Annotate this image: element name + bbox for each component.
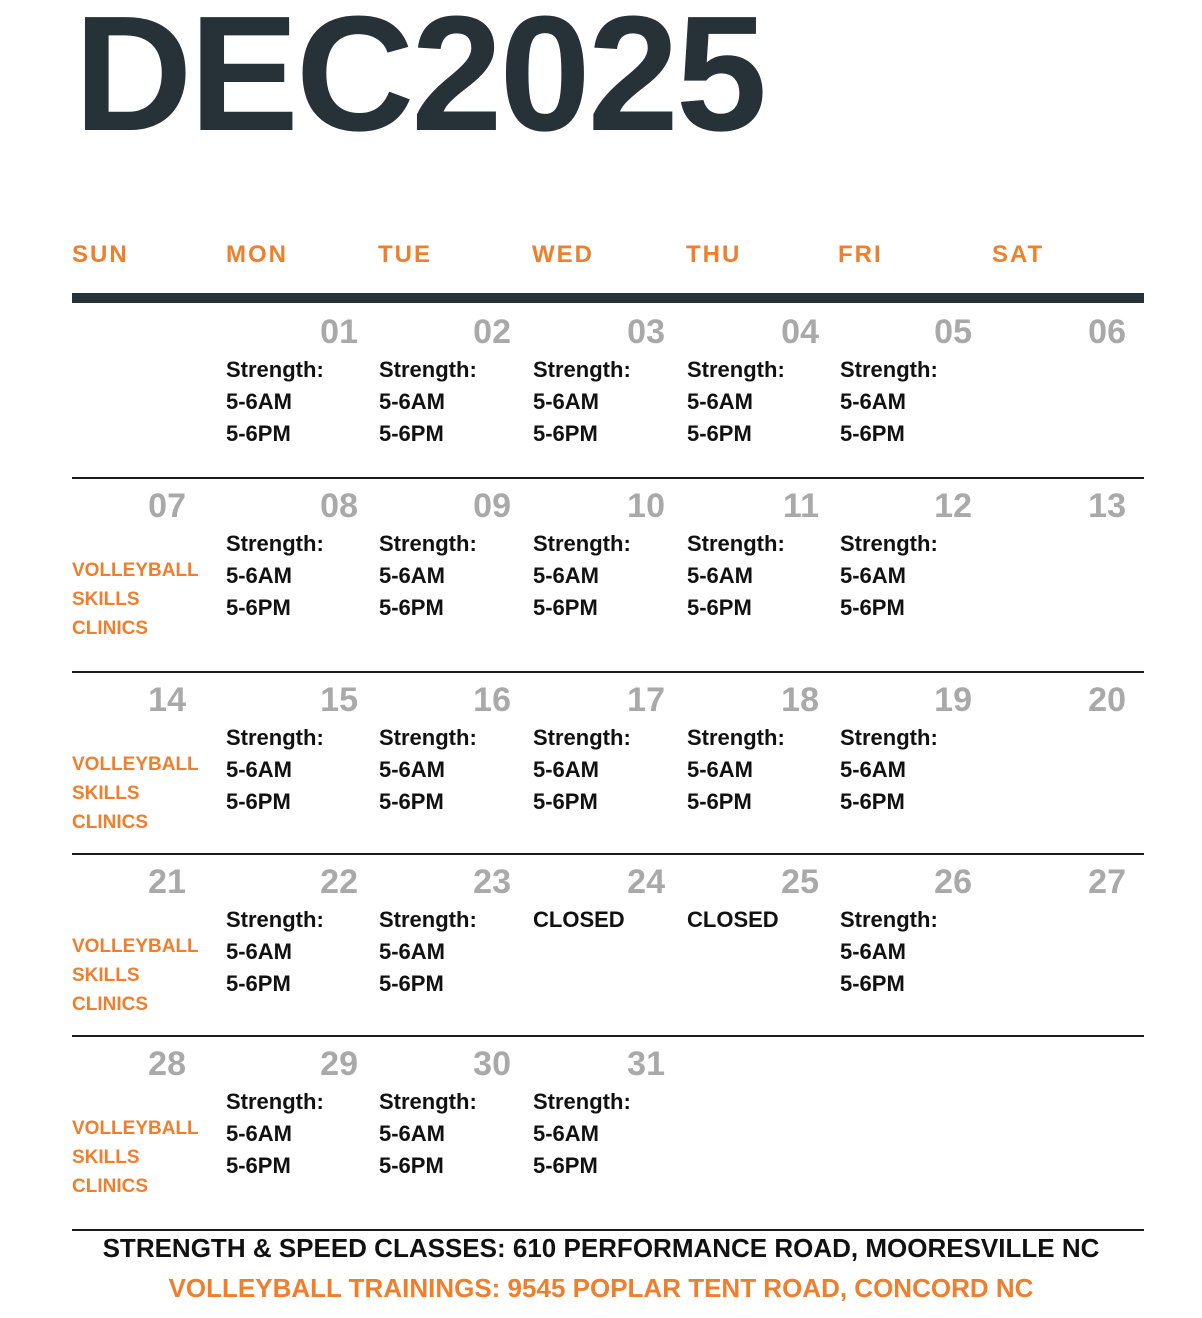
schedule-line: 5-6AM bbox=[687, 389, 754, 414]
schedule-line: 5-6AM bbox=[533, 757, 600, 782]
day-number: 21 bbox=[148, 863, 186, 901]
day-schedule bbox=[379, 528, 539, 624]
day-number: 24 bbox=[627, 863, 665, 901]
schedule-line: 5-6AM bbox=[226, 1121, 293, 1146]
day-schedule bbox=[840, 528, 1000, 624]
schedule-line: 5-6PM bbox=[226, 971, 291, 996]
sunday-clinic-note bbox=[72, 932, 222, 1019]
weekday-label: WED bbox=[532, 241, 594, 268]
day-schedule bbox=[226, 528, 386, 624]
schedule-line: 5-6AM bbox=[379, 1121, 446, 1146]
schedule-line: 5-6PM bbox=[687, 789, 752, 814]
schedule-line: Strength: bbox=[379, 357, 477, 382]
day-number: 04 bbox=[781, 313, 819, 351]
schedule-line: 5-6AM bbox=[379, 563, 446, 588]
day-schedule bbox=[687, 528, 847, 624]
day-schedule bbox=[226, 354, 386, 450]
sunday-clinic-note bbox=[72, 750, 222, 837]
day-number: 03 bbox=[627, 313, 665, 351]
day-schedule bbox=[687, 904, 847, 936]
schedule-line: 5-6AM bbox=[840, 389, 907, 414]
day-number: 06 bbox=[1088, 313, 1126, 351]
weekday-label: TUE bbox=[378, 241, 432, 268]
weekday-label: FRI bbox=[838, 241, 883, 268]
day-number: 16 bbox=[473, 681, 511, 719]
clinic-note-line: VOLLEYBALL bbox=[72, 560, 199, 581]
schedule-line: 5-6AM bbox=[226, 563, 293, 588]
schedule-line: Strength: bbox=[226, 725, 324, 750]
schedule-line: Strength: bbox=[687, 531, 785, 556]
schedule-line: Strength: bbox=[226, 357, 324, 382]
day-number: 27 bbox=[1088, 863, 1126, 901]
day-number: 11 bbox=[783, 487, 819, 525]
day-schedule bbox=[379, 904, 539, 1000]
day-schedule bbox=[226, 1086, 386, 1182]
clinic-note-line: VOLLEYBALL bbox=[72, 936, 199, 957]
schedule-line: 5-6PM bbox=[533, 1153, 598, 1178]
schedule-line: Strength: bbox=[226, 531, 324, 556]
day-number: 29 bbox=[320, 1045, 358, 1083]
day-number: 02 bbox=[473, 313, 511, 351]
schedule-line: Strength: bbox=[533, 1089, 631, 1114]
schedule-line: Strength: bbox=[533, 357, 631, 382]
schedule-line: 5-6PM bbox=[533, 421, 598, 446]
day-schedule bbox=[533, 354, 693, 450]
schedule-line: Strength: bbox=[687, 725, 785, 750]
schedule-line: Strength: bbox=[840, 531, 938, 556]
closed-label: CLOSED bbox=[533, 907, 625, 932]
day-schedule bbox=[687, 354, 847, 450]
day-number: 19 bbox=[934, 681, 972, 719]
schedule-line: 5-6PM bbox=[840, 595, 905, 620]
day-schedule bbox=[226, 904, 386, 1000]
schedule-line: 5-6AM bbox=[533, 563, 600, 588]
schedule-line: Strength: bbox=[226, 1089, 324, 1114]
schedule-line: 5-6PM bbox=[379, 1153, 444, 1178]
schedule-line: 5-6PM bbox=[840, 789, 905, 814]
day-number: 20 bbox=[1088, 681, 1126, 719]
day-schedule bbox=[840, 722, 1000, 818]
sunday-clinic-note bbox=[72, 1114, 222, 1201]
clinic-note-line: SKILLS bbox=[72, 589, 140, 610]
day-number: 13 bbox=[1088, 487, 1126, 525]
strength-location-line: STRENGTH & SPEED CLASSES: 610 PERFORMANCE ROAD, MOORESVILLE NC bbox=[102, 1233, 1100, 1263]
schedule-line: 5-6AM bbox=[687, 757, 754, 782]
weekday-label: THU bbox=[686, 241, 742, 268]
schedule-line: 5-6AM bbox=[687, 563, 754, 588]
schedule-line: 5-6PM bbox=[379, 971, 444, 996]
schedule-line: Strength: bbox=[379, 725, 477, 750]
schedule-line: 5-6PM bbox=[226, 595, 291, 620]
footer-divider bbox=[72, 1229, 1144, 1231]
schedule-line: 5-6AM bbox=[533, 389, 600, 414]
page-title: DEC2025 bbox=[74, 0, 765, 165]
schedule-line: Strength: bbox=[533, 725, 631, 750]
clinic-note-line: CLINICS bbox=[72, 812, 148, 833]
weekday-label: MON bbox=[226, 241, 288, 268]
schedule-line: 5-6PM bbox=[379, 789, 444, 814]
schedule-line: 5-6PM bbox=[379, 421, 444, 446]
day-number: 25 bbox=[781, 863, 819, 901]
week-divider bbox=[72, 477, 1144, 479]
schedule-line: Strength: bbox=[226, 907, 324, 932]
schedule-line: 5-6PM bbox=[379, 595, 444, 620]
weekday-label: SUN bbox=[72, 241, 129, 268]
volleyball-location-line: VOLLEYBALL TRAININGS: 9545 POPLAR TENT ROAD, CONCORD NC bbox=[168, 1273, 1034, 1303]
week-divider bbox=[72, 853, 1144, 855]
day-number: 09 bbox=[473, 487, 511, 525]
day-number: 07 bbox=[148, 487, 186, 525]
clinic-note-line: CLINICS bbox=[72, 1176, 148, 1197]
day-schedule bbox=[379, 354, 539, 450]
day-number: 18 bbox=[781, 681, 819, 719]
day-number: 10 bbox=[627, 487, 665, 525]
day-schedule bbox=[840, 354, 1000, 450]
schedule-line: 5-6AM bbox=[226, 939, 293, 964]
schedule-line: 5-6AM bbox=[379, 757, 446, 782]
schedule-line: 5-6PM bbox=[840, 971, 905, 996]
schedule-line: 5-6PM bbox=[840, 421, 905, 446]
day-schedule bbox=[840, 904, 1000, 1000]
schedule-line: 5-6AM bbox=[533, 1121, 600, 1146]
day-number: 05 bbox=[934, 313, 972, 351]
closed-label: CLOSED bbox=[687, 907, 779, 932]
schedule-line: 5-6PM bbox=[226, 789, 291, 814]
schedule-line: Strength: bbox=[379, 531, 477, 556]
day-number: 12 bbox=[934, 487, 972, 525]
schedule-line: Strength: bbox=[840, 725, 938, 750]
day-schedule bbox=[379, 1086, 539, 1182]
day-number: 26 bbox=[934, 863, 972, 901]
schedule-line: 5-6PM bbox=[533, 789, 598, 814]
header-divider bbox=[72, 293, 1144, 303]
clinic-note-line: CLINICS bbox=[72, 618, 148, 639]
clinic-note-line: VOLLEYBALL bbox=[72, 1118, 199, 1139]
day-schedule bbox=[533, 1086, 693, 1182]
schedule-line: Strength: bbox=[379, 907, 477, 932]
day-number: 08 bbox=[320, 487, 358, 525]
day-number: 28 bbox=[148, 1045, 186, 1083]
schedule-line: 5-6AM bbox=[840, 939, 907, 964]
schedule-line: 5-6PM bbox=[687, 421, 752, 446]
day-schedule bbox=[687, 722, 847, 818]
day-number: 14 bbox=[148, 681, 186, 719]
schedule-line: 5-6PM bbox=[533, 595, 598, 620]
day-schedule bbox=[533, 722, 693, 818]
schedule-line: Strength: bbox=[840, 907, 938, 932]
clinic-note-line: CLINICS bbox=[72, 994, 148, 1015]
day-schedule bbox=[533, 528, 693, 624]
day-schedule bbox=[533, 904, 693, 936]
schedule-line: Strength: bbox=[533, 531, 631, 556]
clinic-note-line: SKILLS bbox=[72, 783, 140, 804]
schedule-line: Strength: bbox=[687, 357, 785, 382]
day-number: 17 bbox=[627, 681, 665, 719]
day-number: 15 bbox=[320, 681, 358, 719]
schedule-line: 5-6PM bbox=[687, 595, 752, 620]
schedule-line: 5-6AM bbox=[226, 757, 293, 782]
day-number: 30 bbox=[473, 1045, 511, 1083]
schedule-line: 5-6PM bbox=[226, 1153, 291, 1178]
day-number: 31 bbox=[627, 1045, 665, 1083]
day-number: 22 bbox=[320, 863, 358, 901]
clinic-note-line: SKILLS bbox=[72, 1147, 140, 1168]
schedule-line: 5-6AM bbox=[379, 939, 446, 964]
weekday-label: SAT bbox=[992, 241, 1045, 268]
schedule-line: Strength: bbox=[840, 357, 938, 382]
sunday-clinic-note bbox=[72, 556, 222, 643]
clinic-note-line: SKILLS bbox=[72, 965, 140, 986]
schedule-line: 5-6PM bbox=[226, 421, 291, 446]
day-number: 23 bbox=[473, 863, 511, 901]
clinic-note-line: VOLLEYBALL bbox=[72, 754, 199, 775]
week-divider bbox=[72, 671, 1144, 673]
schedule-line: Strength: bbox=[379, 1089, 477, 1114]
week-divider bbox=[72, 1035, 1144, 1037]
day-schedule bbox=[226, 722, 386, 818]
schedule-line: 5-6AM bbox=[840, 563, 907, 588]
day-schedule bbox=[379, 722, 539, 818]
day-number: 01 bbox=[320, 313, 358, 351]
schedule-line: 5-6AM bbox=[226, 389, 293, 414]
schedule-line: 5-6AM bbox=[840, 757, 907, 782]
schedule-line: 5-6AM bbox=[379, 389, 446, 414]
